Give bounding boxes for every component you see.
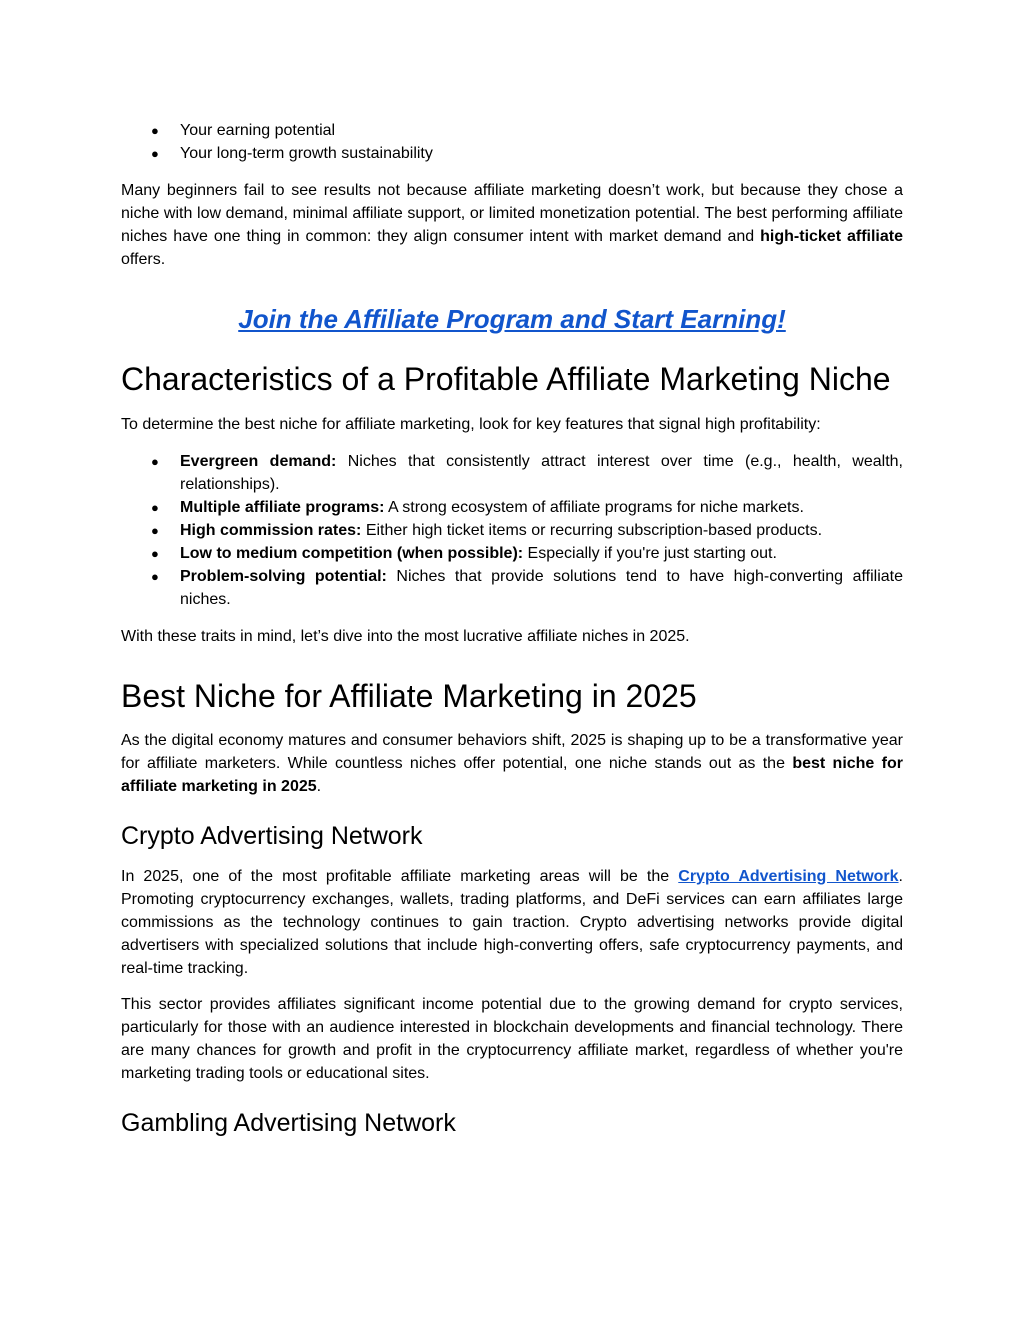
bullet-icon: ●: [151, 523, 159, 538]
intro-paragraph: Many beginners fail to see results not because affiliate marketing doesn’t work, but because they chose a niche with low demand, minimal affiliate support, or limited monetization potential. The best performing affiliate niches have one thing in common: they align consumer intent with market demand and high-ticket affiliate offers.: [121, 182, 903, 268]
list-item: ● Multiple affiliate programs: A strong ecosystem of affiliate programs for niche markets.: [121, 496, 903, 519]
crypto-paragraph-2: This sector provides affiliates significant income potential due to the growing demand for crypto services, particularly for those with an audience interested in blockchain developments and financial technology. There are many chances for growth and profit in the cryptocurrency affiliate market, regardless of whether you're marketing trading tools or educational sites.: [121, 996, 903, 1082]
bullet-icon: ●: [151, 546, 159, 561]
list-item: ● Your earning potential: [121, 119, 903, 142]
intro-bullet-list: [121, 119, 903, 165]
bullet-icon: ●: [151, 146, 159, 161]
characteristics-heading: Characteristics of a Profitable Affiliate Marketing Niche: [121, 361, 891, 397]
cta-container: [121, 304, 903, 335]
characteristics-outro: With these traits in mind, let’s dive into the most lucrative affiliate niches in 2025.: [121, 628, 690, 645]
list-item: ● Low to medium competition (when possible): Especially if you're just starting out.: [121, 542, 903, 565]
bullet-icon: ●: [151, 569, 159, 584]
gambling-heading: Gambling Advertising Network: [121, 1109, 456, 1137]
characteristics-bullet-list: [121, 450, 903, 611]
list-item: ● Evergreen demand: Niches that consistently attract interest over time (e.g., health, wealth, relationships).: [121, 450, 903, 496]
crypto-advertising-network-link[interactable]: Crypto Advertising Network: [678, 868, 899, 885]
join-affiliate-program-link[interactable]: Join the Affiliate Program and Start Earning!: [238, 304, 786, 334]
bullet-icon: ●: [151, 500, 159, 515]
bullet-icon: ●: [151, 123, 159, 138]
list-item: ● Your long-term growth sustainability: [121, 142, 903, 165]
document-page: [121, 119, 903, 1139]
crypto-paragraph-1: In 2025, one of the most profitable affiliate marketing areas will be the Crypto Advertising Network. Promoting cryptocurrency exchanges, wallets, trading platforms, and DeFi services can earn affiliates large commissions as the technology continues to gain traction. Crypto advertising networks provide digital advertisers with specialized solutions that include high-converting offers, safe cryptocurrency payments, and real-time tracking.: [121, 868, 903, 977]
characteristics-intro: To determine the best niche for affiliate marketing, look for key features that signal high profitability:: [121, 416, 821, 433]
best-niche-paragraph: As the digital economy matures and consumer behaviors shift, 2025 is shaping up to be a transformative year for affiliate marketers. While countless niches offer potential, one niche stands out as the best niche for affiliate marketing in 2025.: [121, 732, 903, 795]
crypto-heading: Crypto Advertising Network: [121, 822, 423, 850]
list-item: ● Problem-solving potential: Niches that provide solutions tend to have high-converting affiliate niches.: [121, 565, 903, 611]
best-niche-heading: Best Niche for Affiliate Marketing in 2025: [121, 678, 697, 714]
bullet-icon: ●: [151, 454, 159, 469]
list-item: ● High commission rates: Either high ticket items or recurring subscription-based products.: [121, 519, 903, 542]
